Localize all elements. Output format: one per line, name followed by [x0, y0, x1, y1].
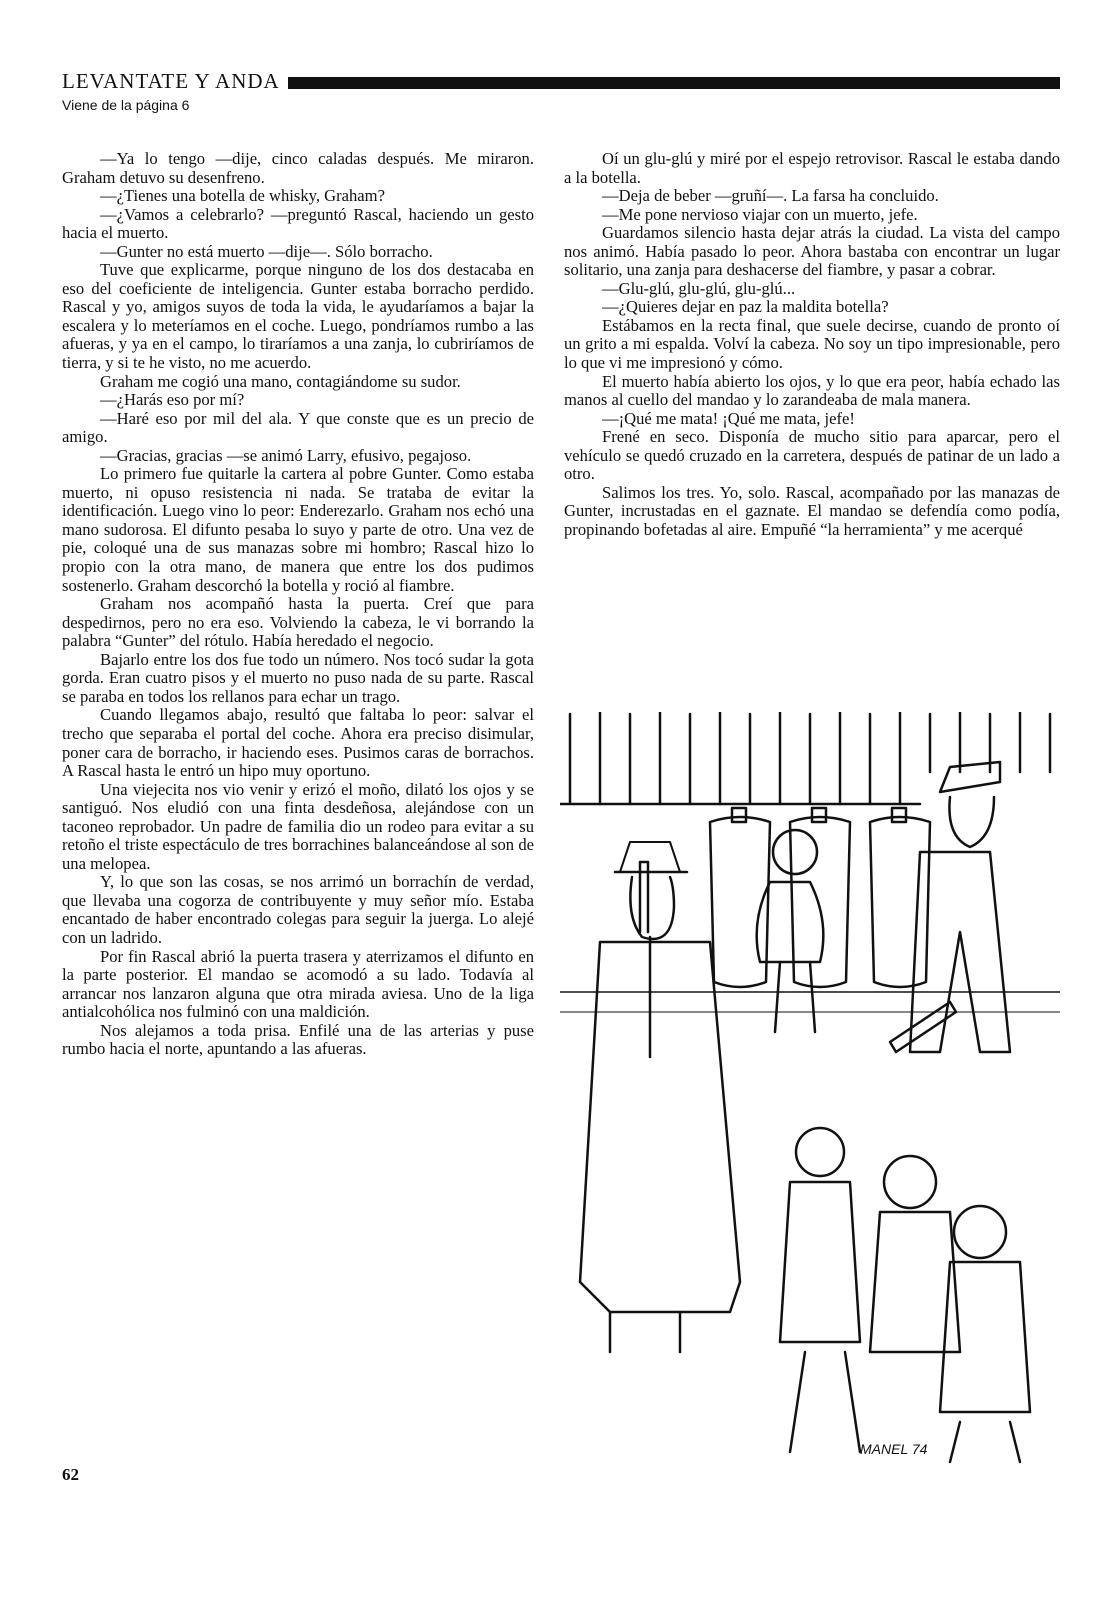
paragraph: El muerto había abierto los ojos, y lo que era peor, había echado las manos al cuello del mandao y lo zarandeaba de mala manera.: [564, 371, 1060, 410]
paragraph: —Me pone nervioso viajar con un muerto, jefe.: [602, 204, 918, 224]
page-number: 62: [62, 1465, 79, 1484]
paragraph: —Gracias, gracias —se animó Larry, efusivo, pegajoso.: [100, 445, 472, 465]
paragraph: Salimos los tres. Yo, solo. Rascal, acompañado por las manazas de Gunter, incrustadas en el gaznate. El mandao se defendía como podía, propinando bofetadas al aire. Empuñé “la herramienta” y me acerqué: [564, 482, 1060, 539]
paragraph: Una viejecita nos vio venir y erizó el moño, dilató los ojos y se santiguó. Nos eludió con una finta desdeñosa, alejándose con un taconeo reprobador. Un padre de familia dio un rodeo para evitar a su retoño el triste espectáculo de tres borrachines balanceándose al son de una melopea.: [62, 779, 534, 873]
right-text-column: [564, 150, 1060, 539]
paragraph: Y, lo que son las cosas, se nos arrimó un borrachín de verdad, que llevaba una cogorza de contribuyente y muy señor mío. Estaba encantado de haber encontrado colegas para seguir la juerga. Lo alejé con un ladrido.: [62, 872, 534, 947]
paragraph: Estábamos en la recta final, que suele decirse, cuando de pronto oí un grito a mi espalda. Volví la cabeza. No soy un tipo impresionable, pero lo que vi me impresionó y cómo.: [564, 315, 1060, 373]
running-title: LEVANTATE Y ANDA: [62, 68, 280, 93]
cartoon-illustration: [560, 712, 1060, 1472]
paragraph: —¿Quieres dejar en paz la maldita botella?: [602, 297, 889, 317]
paragraph: Graham nos acompañó hasta la puerta. Creí que para despedirnos, pero no era eso. Volviendo la cabeza, le vi borrando la palabra “Gunter” del rótulo. Había heredado el negocio.: [62, 594, 534, 651]
paragraph: —Glu-glú, glu-glú, glu-glú...: [602, 278, 796, 298]
page-header: [62, 64, 1060, 98]
paragraph: —¡Qué me mata! ¡Qué me mata, jefe!: [602, 408, 855, 428]
paragraph: —Haré eso por mil del ala. Y que conste que es un precio de amigo.: [62, 408, 534, 447]
paragraph: Nos alejamos a toda prisa. Enfilé una de las arterias y puse rumbo hacia el norte, apuntando a las afueras.: [62, 1020, 534, 1059]
paragraph: —¿Tienes una botella de whisky, Graham?: [100, 186, 385, 206]
header-rule: [288, 77, 1060, 89]
paragraph: —Gunter no está muerto —dije—. Sólo borracho.: [100, 241, 433, 261]
paragraph: Lo primero fue quitarle la cartera al pobre Gunter. Como estaba muerto, ni opuso resistencia ni nada. Se trataba de evitar la identificación. Luego vino lo peor: Enderezarlo. Graham nos echó una mano sudorosa. El difunto pesaba lo suyo y parte de otro. Una vez de pie, coloqué una de sus manazas sobre mi hombro; Rascal hizo lo propio con la otra mano, de manera que entre los dos pudimos sostenerlo. Graham descorchó la botella y roció al fiambre.: [62, 464, 534, 595]
paragraph: Bajarlo entre los dos fue todo un número. Nos tocó sudar la gota gorda. Eran cuatro pisos y el muerto no puso nada de su parte. Rascal se paraba en todos los rellanos para echar un trago.: [62, 649, 534, 706]
paragraph: —Deja de beber —gruñí—. La farsa ha concluido.: [602, 186, 939, 206]
paragraph: Frené en seco. Disponía de mucho sitio para aparcar, pero el vehículo se quedó cruzado en la carretera, después de patinar de un lado a otro.: [564, 427, 1060, 484]
paragraph: Tuve que explicarme, porque ninguno de los dos destacaba en eso del coeficiente de inteligencia. Gunter estaba borracho perdido. Rascal y yo, amigos suyos de toda la vida, le ayudaríamos a bajar la escalera y lo meteríamos en el coche. Luego, pondríamos rumbo a las afueras, y ya en el campo, lo tiraríamos a una zanja, lo cubriríamos de tierra, y si te he visto, no me acuerdo.: [62, 260, 534, 373]
paragraph: Graham me cogió una mano, contagiándome su sudor.: [100, 371, 461, 391]
paragraph: Guardamos silencio hasta dejar atrás la ciudad. La vista del campo nos animó. Había pasado lo peor. Ahora bastaba con encontrar un lugar solitario, una zanja para deshacerse del fiambre, y pasar a cobrar.: [564, 223, 1060, 280]
left-text-column: [62, 150, 534, 1059]
paragraph: Por fin Rascal abrió la puerta trasera y aterrizamos el difunto en la parte posterior. El mandao se acomodó a su lado. Todavía al arrancar nos lanzaron alguna que otra mirada aviesa. Uno de la liga antialcohólica nos fulminó con una maldición.: [62, 946, 534, 1022]
artist-signature: MANEL 74: [860, 1441, 928, 1457]
continuation-note: Viene de la página 6: [62, 97, 190, 113]
paragraph: —¿Harás eso por mí?: [100, 390, 245, 410]
paragraph: —Ya lo tengo —dije, cinco caladas después. Me miraron. Graham detuvo su desenfreno.: [62, 149, 534, 187]
paragraph: —¿Vamos a celebrarlo? —preguntó Rascal, haciendo un gesto hacia el muerto.: [62, 204, 534, 243]
paragraph: Oí un glu-glú y miré por el espejo retrovisor. Rascal le estaba dando a la botella.: [564, 149, 1060, 187]
paragraph: Cuando llegamos abajo, resultó que faltaba lo peor: salvar el trecho que separaba el portal del coche. Ahora era preciso disimular, poner cara de borracho, ir haciendo eses. Pusimos caras de borrachos. A Rascal hasta le entró un hipo muy oportuno.: [62, 705, 534, 781]
